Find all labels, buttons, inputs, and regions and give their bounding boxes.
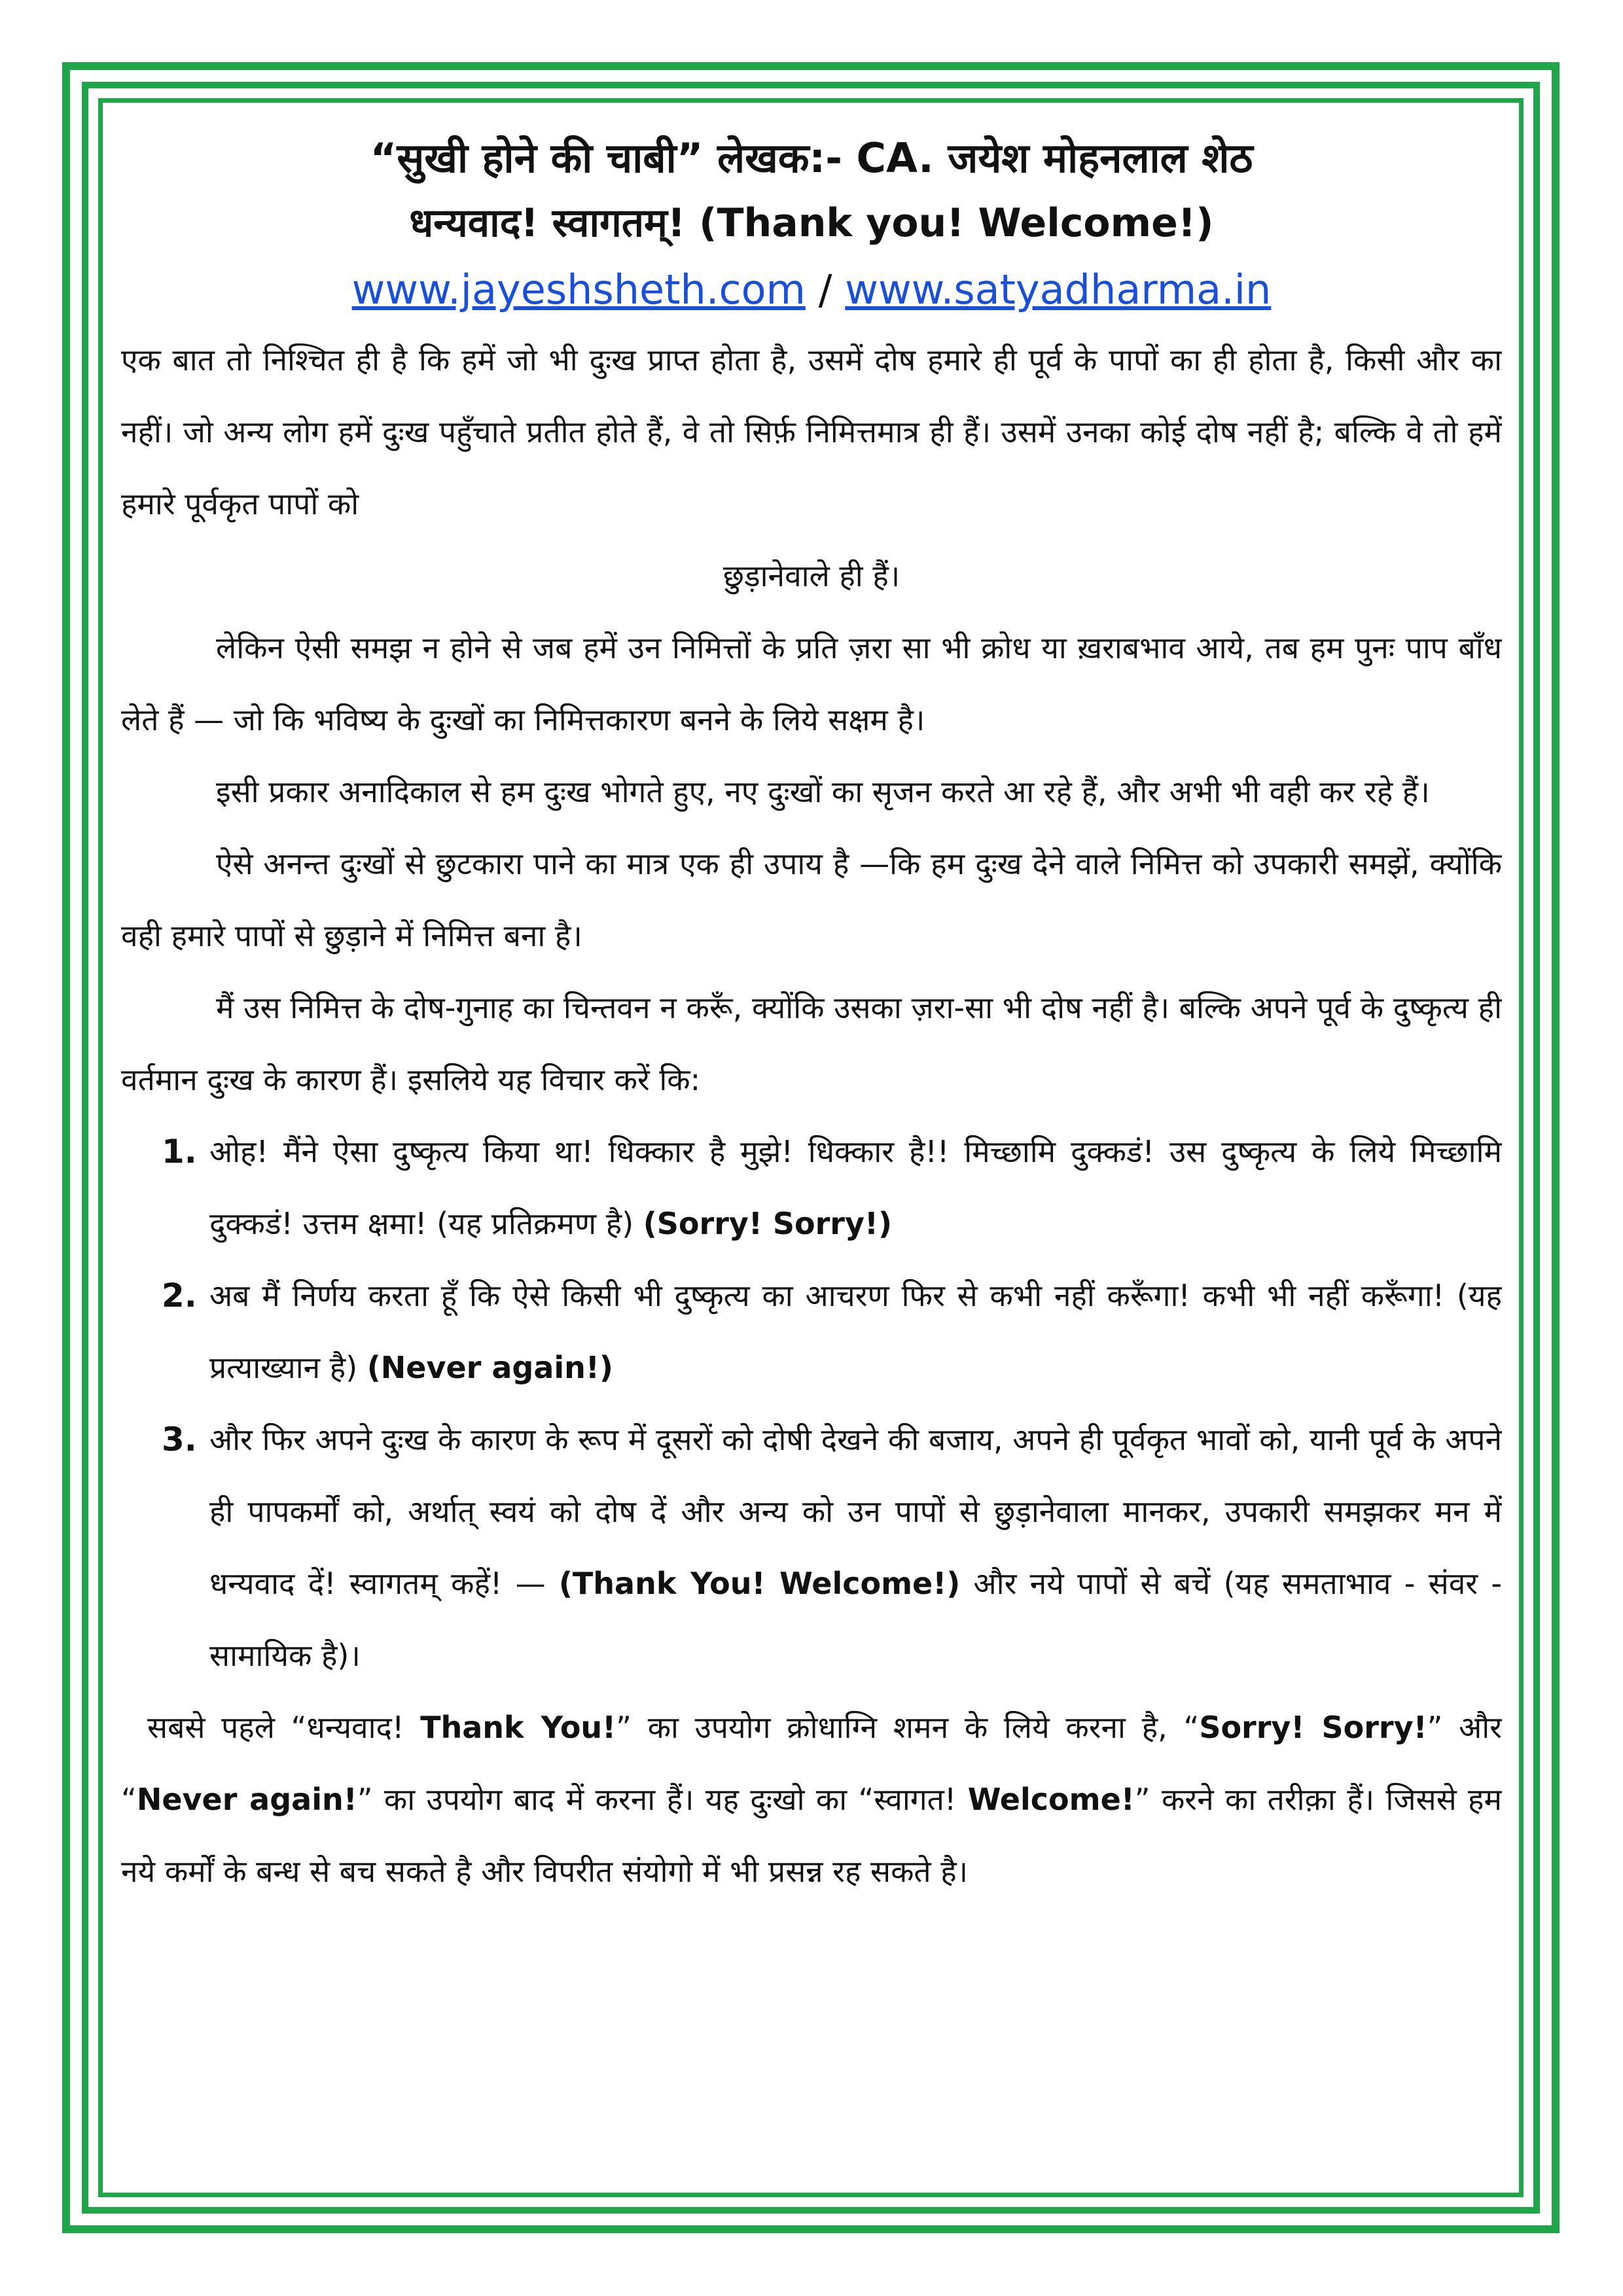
closing-bold: Sorry! Sorry!	[1199, 1710, 1427, 1745]
document-body	[121, 115, 1502, 2189]
paragraph-2: लेकिन ऐसी समझ न होने से जब हमें उन निमित्तों के प्रति ज़रा सा भी क्रोध या ख़राबभाव आये, तब हम पुनः पाप बाँध लेते हैं — जो कि भविष्य के दुःखों का निमित्तकारण बनने के लिये सक्षम है।	[121, 630, 1502, 737]
closing-bold: Thank You!	[420, 1710, 616, 1745]
step-number: 1.	[162, 1133, 197, 1171]
closing-text: ” करने का तरीक़ा हैं। जिससे हम नये कर्मों के बन्ध से बच सकते है और विपरीत संयोगो में भी प्रसन्न रह सकते है।	[121, 1782, 1502, 1889]
closing-bold: Never again!	[136, 1782, 357, 1817]
paragraph-1-end: छुड़ानेवाले ही हैं।	[722, 558, 901, 593]
step-bold-text: (Never again!)	[366, 1350, 613, 1385]
closing-text: ” का उपयोग बाद में करना हैं। यह दुःखो का “स्वागत!	[357, 1782, 968, 1817]
website-links	[121, 259, 1502, 320]
paragraph-1: एक बात तो निश्चित ही है कि हमें जो भी दुःख प्राप्त होता है, उसमें दोष हमारे ही पूर्व के पापों का ही होता है, किसी और का नहीं। जो अन्य लोग हमें दुःख पहुँचाते प्रतीत होते हैं, वे तो सिर्फ़ निमित्तमात्र ही हैं। उसमें उनका कोई दोष नहीं है; बल्कि वे तो हमें हमारे पूर्वकृत पापों को	[121, 342, 1502, 521]
step-text-after: और नये पापों से बचें (यह समताभाव - संवर - सामायिक है)।	[209, 1566, 1502, 1673]
step-number: 2.	[162, 1277, 197, 1315]
closing-text: ” और “	[121, 1710, 1502, 1817]
list-item	[121, 1116, 1502, 1260]
closing-bold: Welcome!	[967, 1782, 1135, 1817]
link-jayeshsheth[interactable]: www.jayeshsheth.com	[351, 266, 806, 313]
paragraph-3: इसी प्रकार अनादिकाल से हम दुःख भोगते हुए, नए दुःखों का सृजन करते आ रहे हैं, और अभी भी वही कर रहे हैं।	[216, 774, 1430, 809]
link-satyadharma[interactable]: www.satyadharma.in	[845, 266, 1272, 313]
steps-list	[121, 1116, 1502, 1691]
list-item	[121, 1404, 1502, 1691]
step-text: और फिर अपने दुःख के कारण के रूप में दूसरों को दोषी देखने की बजाय, अपने ही पूर्वकृत भावों को, यानी पूर्व के अपने ही पापकर्मों को, अर्थात् स्वयं को दोष दें और अन्य को उन पापों से छुड़ानेवाला मानकर, उपकारी समझकर मन में धन्यवाद दें! स्वागतम् कहें! —	[209, 1422, 1502, 1601]
list-item	[121, 1260, 1502, 1404]
closing-text: ” का उपयोग क्रोधाग्नि शमन के लिये करना है, “	[616, 1710, 1200, 1745]
page-title: “सुखी होने की चाबी” लेखक:- CA. जयेश मोहनलाल शेठ	[370, 134, 1253, 182]
step-bold-text: (Sorry! Sorry!)	[643, 1206, 892, 1241]
paragraph-5: मैं उस निमित्त के दोष-गुनाह का चिन्तवन न करूँ, क्योंकि उसका ज़रा-सा भी दोष नहीं है। बल्कि अपने पूर्व के दुष्कृत्य ही वर्तमान दुःख के कारण हैं। इसलिये यह विचार करें कि:	[121, 990, 1502, 1097]
step-number: 3.	[162, 1421, 197, 1458]
closing-paragraph	[121, 1691, 1502, 1907]
page-subtitle: धन्यवाद! स्वागतम्! (Thank you! Welcome!)	[409, 200, 1214, 246]
closing-text: सबसे पहले “धन्यवाद!	[147, 1710, 421, 1745]
step-bold-text: (Thank You! Welcome!)	[558, 1566, 961, 1601]
step-text: अब मैं निर्णय करता हूँ कि ऐसे किसी भी दुष्कृत्य का आचरण फिर से कभी नहीं करूँगा! कभी भी नहीं करूँगा! (यह प्रत्याख्यान है)	[209, 1278, 1502, 1385]
paragraph-4: ऐसे अनन्त दुःखों से छुटकारा पाने का मात्र एक ही उपाय है —कि हम दुःख देने वाले निमित्त को उपकारी समझें, क्योंकि वही हमारे पापों से छुड़ाने में निमित्त बना है।	[121, 846, 1502, 953]
link-separator: /	[805, 266, 846, 313]
step-text: ओह! मैंने ऐसा दुष्कृत्य किया था! धिक्कार है मुझे! धिक्कार है!! मिच्छामि दुक्कडं! उस दुष्कृत्य के लिये मिच्छामि दुक्कडं! उत्तम क्षमा! (यह प्रतिक्रमण है)	[209, 1134, 1502, 1241]
